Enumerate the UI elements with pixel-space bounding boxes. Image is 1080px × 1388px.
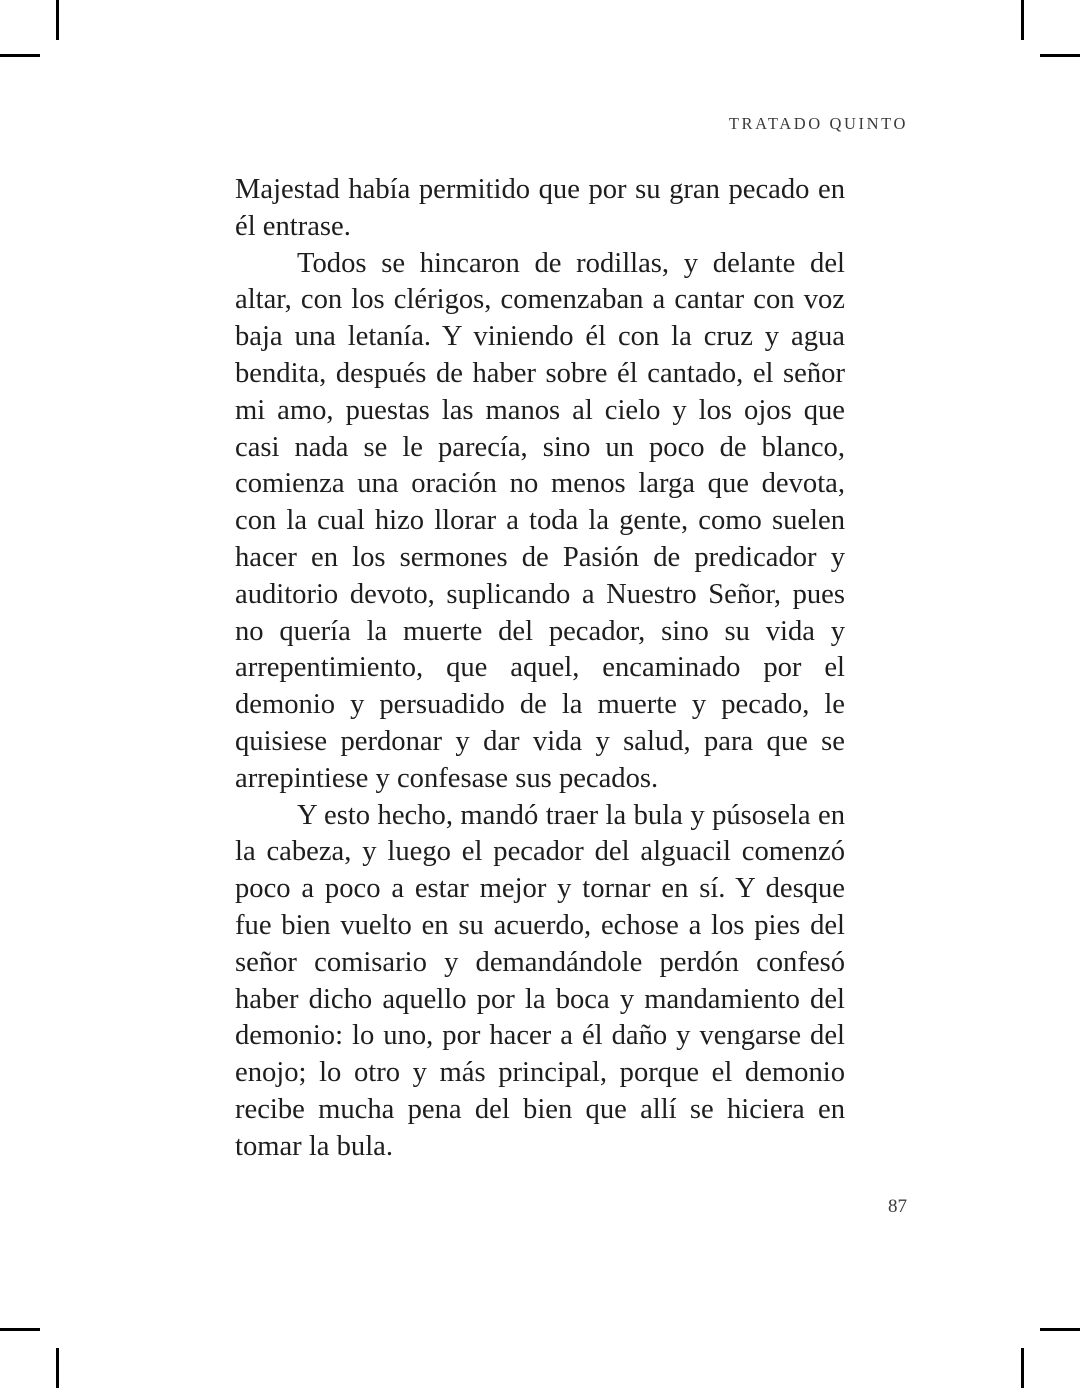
- crop-mark-bottom-left-vertical: [56, 1348, 59, 1388]
- body-text: [235, 172, 845, 1166]
- crop-mark-top-right-horizontal: [1040, 54, 1080, 57]
- crop-mark-top-right-vertical: [1021, 0, 1024, 40]
- running-head: TRATADO QUINTO: [728, 114, 908, 133]
- crop-mark-top-left-vertical: [56, 0, 59, 40]
- crop-mark-top-left-horizontal: [0, 54, 40, 57]
- crop-mark-bottom-left-horizontal: [0, 1328, 40, 1331]
- paragraph: Y esto hecho, mandó traer la bula y púsosela en la cabeza, y luego el pecador del alguacil comenzó poco a poco a estar mejor y tornar en sí. Y desque fue bien vuelto en su acuerdo, echose a los pies del señor comisario y demandándole perdón confesó haber dicho aquello por la boca y mandamiento del demonio: lo uno, por hacer a él daño y vengarse del enojo; lo otro y más principal, porque el demonio recibe mucha pena del bien que allí se hiciera en tomar la bula.: [235, 799, 845, 1162]
- paragraph: Majestad había permitido que por su gran pecado en él entrase.: [235, 174, 845, 242]
- page-number: 87: [888, 1196, 907, 1217]
- crop-mark-bottom-right-vertical: [1021, 1348, 1024, 1388]
- crop-mark-bottom-right-horizontal: [1040, 1328, 1080, 1331]
- paragraph: Todos se hincaron de rodillas, y delante del altar, con los clérigos, comenzaban a cantar con voz baja una letanía. Y viniendo él con la cruz y agua bendita, después de haber sobre él cantado, el señor mi amo, puestas las manos al cielo y los ojos que casi nada se le parecía, sino un poco de blanco, comienza una oración no menos larga que devota, con la cual hizo llorar a toda la gente, como suelen hacer en los sermones de Pasión de predicador y auditorio devoto, suplicando a Nuestro Señor, pues no quería la muerte del pecador, sino su vida y arrepentimiento, que aquel, encaminado por el demonio y persuadido de la muerte y pecado, le quisiese perdonar y dar vida y salud, para que se arrepintiese y confesase sus pecados.: [235, 247, 845, 794]
